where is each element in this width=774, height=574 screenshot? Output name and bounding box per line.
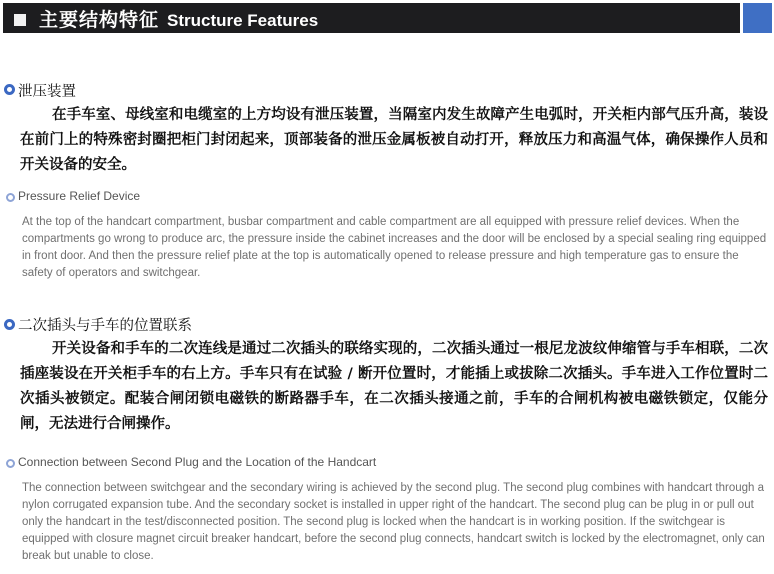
circle-bullet-icon — [6, 459, 15, 468]
section-2-title-zh: 二次插头与手车的位置联系 — [18, 318, 192, 334]
section-2-body-zh: 开关设备和手车的二次连线是通过二次插头的联络实现的，二次插头通过一根尼龙波纹伸缩管与手车相联，二次插座装设在开关柜手车的右上方。手车只有在试验 / 断开位置时，才能插上或拔除二次插头。手车进入工作位置时二次插头被锁定。配装合闸闭锁电磁铁的断路器手车，在二次插头接通之前，手车的合闸机构被电磁铁锁定，仅能分闸，无法进行合闸操作。 — [20, 341, 768, 432]
section-1-title-zh: 泄压装置 — [18, 84, 76, 100]
header-accent-block — [743, 3, 772, 33]
section-1-body-zh: 在手车室、母线室和电缆室的上方均设有泄压装置，当隔室内发生故障产生电弧时，开关柜内部气压升高，装设在前门上的特殊密封圈把柜门封闭起来，顶部装备的泄压金属板被自动打开，释放压力和高温气体，确保操作人员和开关设备的安全。 — [20, 107, 768, 173]
section-2-title-en: Connection between Second Plug and the Location of the Handcart — [18, 455, 377, 469]
header-title-zh: 主要结构特征 — [39, 9, 160, 31]
circle-bullet-icon — [6, 193, 15, 202]
section-1-title-en: Pressure Relief Device — [18, 189, 141, 203]
square-bullet-icon — [14, 14, 26, 26]
section-header — [0, 0, 774, 36]
header-bar — [3, 3, 740, 33]
header-title-en: Structure Features — [167, 11, 319, 30]
circle-bullet-icon — [4, 84, 15, 95]
circle-bullet-icon — [4, 319, 15, 330]
section-2-body-en: The connection between switchgear and the secondary wiring is achieved by the second plug. The second plug combines with handcart through a nylon corrugated expansion tube. And the secondary socket is installed in upper right of the handcart. The second plug can be plug in or pull out only the handcart in the test/disconnected position. The second plug is locked when the handcart is in working position. If the switchgear is equipped with closure magnet circuit breaker handcart, before the second plug connects, handcart switch is locked by the electromagnet, only can break but unable to close. — [22, 482, 765, 562]
section-1-body-en: At the top of the handcart compartment, busbar compartment and cable compartment are all equipped with pressure relief devices. When the compartments go wrong to produce arc, the pressure inside the cabinet increases and the door will be enclosed by a special sealing ring equipped in front door. And then the pressure relief plate at the top is automatically opened to release pressure and high temperature gas to ensure the safety of operators and switchgear. — [22, 216, 767, 279]
